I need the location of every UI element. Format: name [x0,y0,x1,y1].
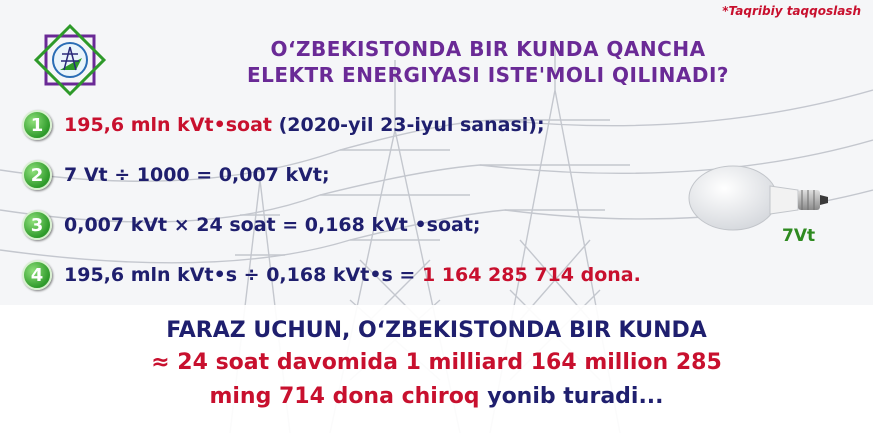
step-4-formula: 195,6 mln kVt•s ÷ 0,168 kVt•s = [64,264,422,286]
bulb-wattage-label: 7Vt [782,226,816,246]
page-title [138,36,838,88]
step-number-badge: 1 [22,110,52,140]
approximation-note: *Taqribiy taqqoslash [722,4,861,18]
step-number-badge: 4 [22,260,52,290]
step-1-date: (2020-yil 23-iyul sanasi); [272,114,545,136]
title-line-2: ELEKTR ENERGIYASI ISTE'MOLI QILINADI? [246,63,730,87]
step-4 [22,260,641,290]
conclusion-line-2: ≈ 24 soat davomida 1 milliard 164 million 285 [151,350,722,375]
step-2-text: 7 Vt ÷ 1000 = 0,007 kVt; [64,164,330,186]
step-4-text [64,264,641,286]
step-1-text [64,114,545,136]
step-4-result: 1 164 285 714 dona. [421,264,641,286]
conclusion-line-3 [0,384,873,409]
energy-ministry-logo [30,20,110,100]
step-3-text: 0,007 kVt × 24 soat = 0,168 kVt •soat; [64,214,481,236]
step-1 [22,110,545,140]
step-2 [22,160,330,190]
conclusion-tail: yonib turadi... [479,384,664,409]
title-line-1: O‘ZBEKISTONDA BIR KUNDA QANCHA [270,37,706,61]
step-number-badge: 3 [22,210,52,240]
conclusion-count: ming 714 dona chiroq [209,384,480,409]
step-number-badge: 2 [22,160,52,190]
conclusion-line-1: FARAZ UCHUN, O‘ZBEKISTONDA BIR KUNDA [166,318,707,343]
step-3 [22,210,481,240]
step-1-value: 195,6 mln kVt•soat [64,114,272,136]
